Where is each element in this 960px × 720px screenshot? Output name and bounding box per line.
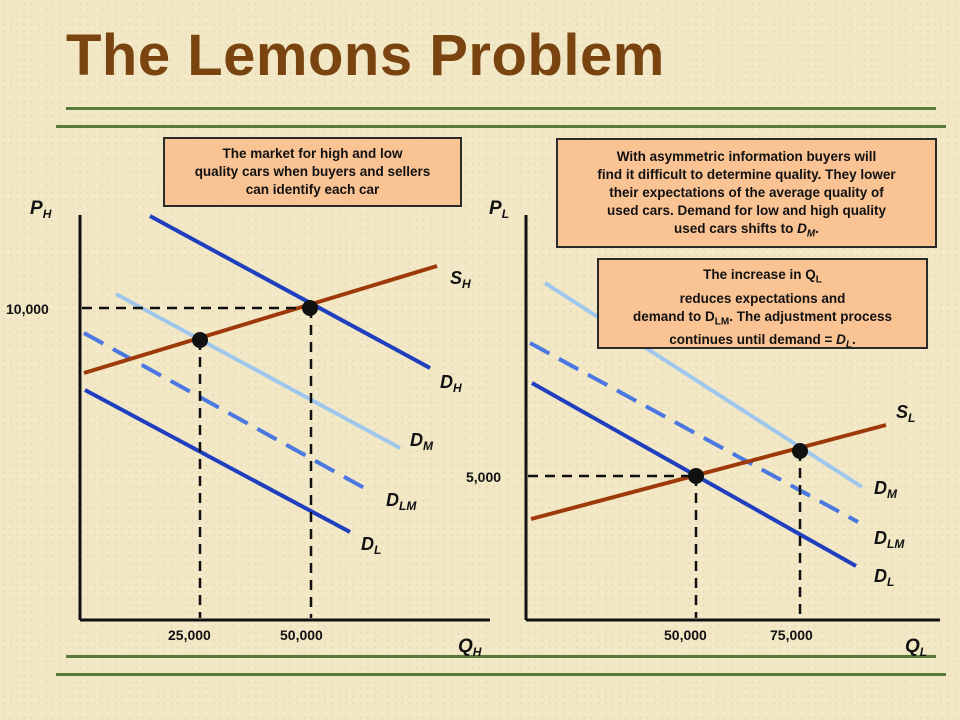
right-qty-tick-75000: 75,000 bbox=[770, 627, 813, 643]
left-equilibrium-high bbox=[302, 300, 318, 316]
left-d-high-curve bbox=[150, 216, 430, 368]
note-right-top-line: their expectations of the average quality of bbox=[609, 185, 884, 200]
note-left-line: quality cars when buyers and sellers bbox=[194, 164, 431, 179]
left-d-mid-label: $D_M$ bbox=[410, 430, 433, 453]
left-d-high-label: $D_H$ bbox=[440, 372, 462, 395]
note-left-line: can identify each car bbox=[245, 182, 380, 197]
left-d-mid-curve bbox=[116, 294, 400, 448]
right-d-mid-label: $D_M$ bbox=[874, 478, 897, 501]
right-d-lm-curve bbox=[530, 343, 858, 522]
right-s-low-label: $S_L$ bbox=[896, 402, 916, 425]
left-graph bbox=[6, 198, 490, 659]
left-d-lm-label: $D_{LM}$ bbox=[386, 490, 417, 513]
left-s-high-label: $S_H$ bbox=[450, 268, 471, 291]
left-d-low-label: $D_L$ bbox=[361, 534, 382, 557]
left-qty-tick-25000: 25,000 bbox=[168, 627, 211, 643]
note-left-line: The market for high and low bbox=[222, 146, 403, 161]
right-price-tick: 5,000 bbox=[466, 469, 502, 485]
note-right-mid-line: demand to $D_{LM}$. The adjustment process bbox=[632, 308, 892, 328]
left-qty-tick-50000: 50,000 bbox=[280, 627, 323, 643]
note-right-mid-line: The increase in $Q_L$ bbox=[703, 267, 822, 286]
right-equilibrium-mid bbox=[792, 443, 808, 459]
note-right-top-line: With asymmetric information buyers will bbox=[616, 149, 877, 164]
note-right-mid-line: reduces expectations and bbox=[679, 290, 846, 306]
left-s-high-curve bbox=[84, 266, 437, 373]
note-right-top-line: find it difficult to determine quality. They lower bbox=[597, 167, 896, 182]
right-d-low-label: $D_L$ bbox=[874, 566, 895, 589]
note-right-mid-line: continues until demand = $D_L$. bbox=[669, 332, 856, 352]
left-x-axis-label: $Q_H$ bbox=[458, 636, 482, 659]
left-price-tick: 10,000 bbox=[6, 301, 49, 317]
left-equilibrium-mid bbox=[192, 332, 208, 348]
note-right-top-line: used cars shifts to $D_M$. bbox=[674, 221, 819, 240]
right-y-axis-label: $P_L$ bbox=[489, 198, 510, 221]
right-qty-tick-50000: 50,000 bbox=[664, 627, 707, 643]
right-x-axis-label: $Q_L$ bbox=[905, 636, 928, 659]
page-title: The Lemons Problem bbox=[66, 23, 665, 88]
note-right-mid bbox=[597, 258, 928, 352]
note-right-top-line: used cars. Demand for low and high quality bbox=[606, 203, 887, 218]
right-equilibrium-low bbox=[688, 468, 704, 484]
note-right-top bbox=[556, 138, 937, 248]
right-d-lm-label: $D_{LM}$ bbox=[874, 528, 905, 551]
note-left bbox=[163, 137, 462, 207]
left-y-axis-label: $P_H$ bbox=[30, 198, 52, 221]
